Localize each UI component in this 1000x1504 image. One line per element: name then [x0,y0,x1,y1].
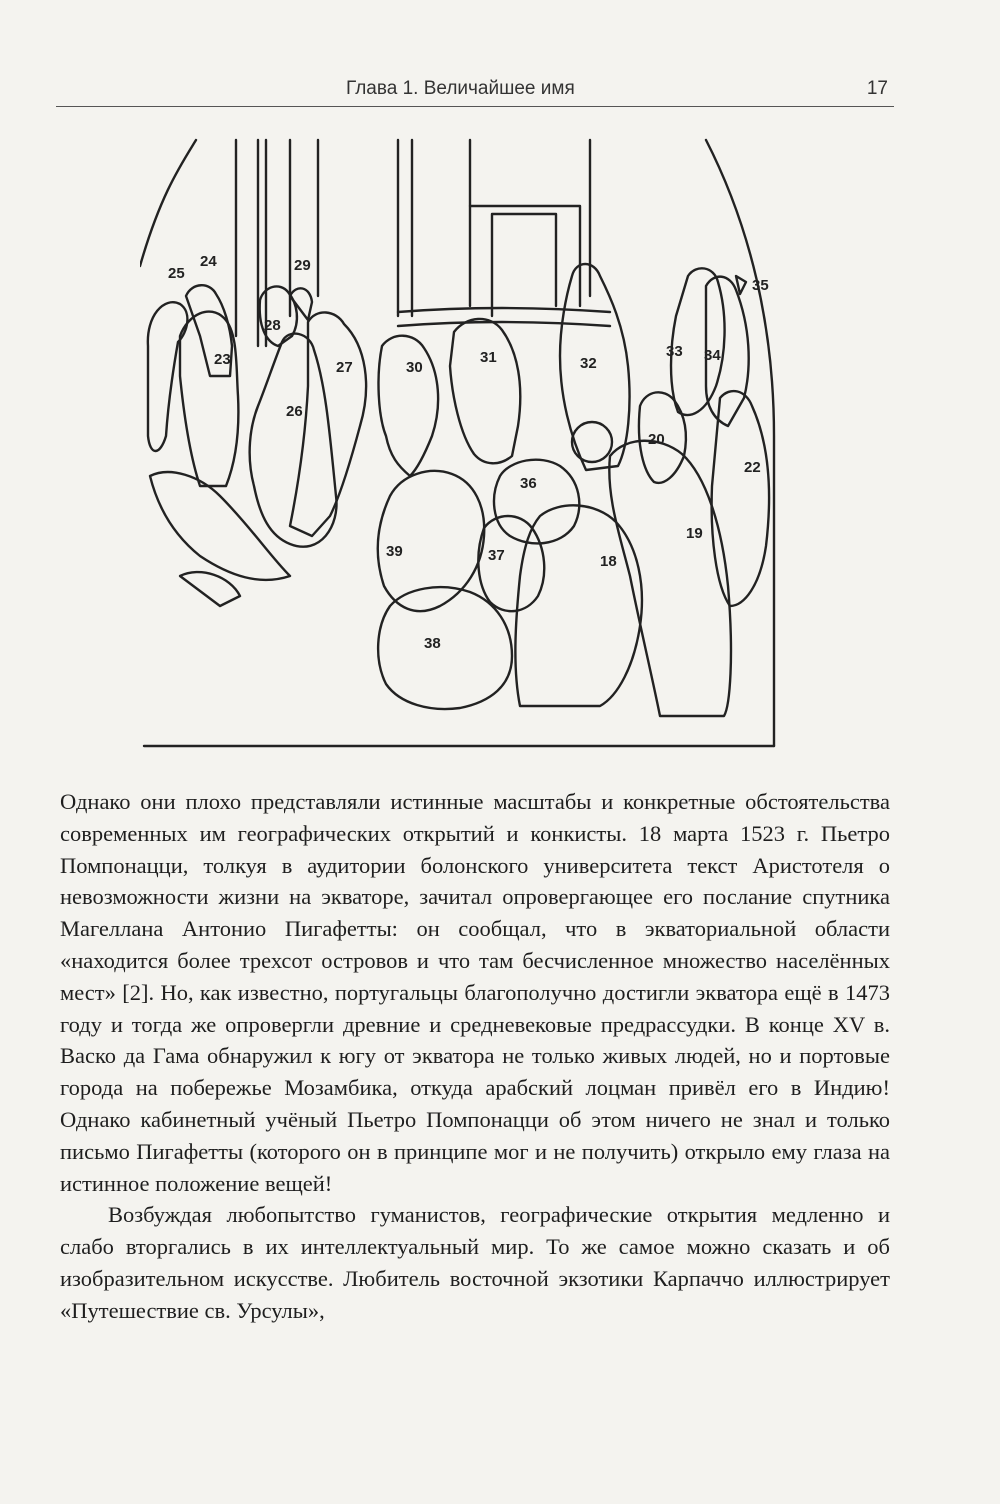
running-header [56,72,894,107]
figure-label: 27 [336,359,353,376]
figure-30 [379,336,439,476]
figure-label: 25 [168,265,185,282]
cornice [398,308,610,312]
figure-label: 30 [406,359,423,376]
door-frame [492,214,556,316]
figure-label: 29 [294,257,311,274]
chapter-title: Глава 1. Величайшее имя [346,78,575,99]
figure-label: 23 [214,351,231,368]
figure-label: 39 [386,543,403,560]
figure-label: 22 [744,459,761,476]
figure-36 [494,460,579,544]
figure-29 [290,288,312,320]
figure-25 [148,302,188,451]
figure-39 [378,471,484,611]
figure-label: 34 [704,347,721,364]
figure-label: 32 [580,355,597,372]
body-text [60,786,890,1327]
figure-label: 20 [648,431,665,448]
figure-label: 26 [286,403,303,420]
figure-label: 24 [200,253,217,270]
figure-label: 36 [520,475,537,492]
figure-outline-drawing [140,136,782,752]
figure-22 [712,391,769,606]
figure-ball [572,422,612,462]
figure-label: 28 [264,317,281,334]
figure-31 [450,319,520,463]
archway [140,140,196,266]
figure-label: 31 [480,349,497,366]
figure-label: 37 [488,547,505,564]
figure-label: 38 [424,635,441,652]
figure-shadow-left [180,572,240,606]
figure-label: 18 [600,553,617,570]
door-frame [470,206,580,306]
figure-label: 33 [666,343,683,360]
cornice [398,322,610,326]
page-number: 17 [866,78,888,99]
figure-23 [180,312,238,486]
figure-svg [140,136,782,752]
figure-label: 19 [686,525,703,542]
figure-38 [378,587,512,709]
figure-18 [515,505,642,706]
paragraph: Возбуждая любопытство гуманистов, географические открытия медленно и слабо вторгались в их интеллектуальный мир. То же самое можно сказать и об изобразительном искусстве. Любитель восточной экзотики Карпаччо иллюстрирует «Путешествие св. Урсулы», [60,1202,890,1323]
paragraph: Однако они плохо представляли истинные масштабы и конкретные обстоятельства современных им географических открытий и конкисты. 18 марта 1523 г. Пьетро Помпонацци, толкуя в аудитории болонского университета текст Аристотеля о невозможности жизни на экваторе, зачитал опровергающее его послание спутника Магеллана Антонио Пигафетты: он сообщал, что в экваториальной области «находится более трехсот островов и что там бесчисленное множество населённых мест» [2]. Но, как известно, португальцы благополучно достигли экватора ещё в 1473 году и тогда же опровергли древние и средневековые предрассудки. В конце XV в. Васко да Гама обнаружил к югу от экватора не только живых людей, но и портовые города на побережье Мозамбика, откуда арабский лоцман привёл его в Индию! Однако кабинетный учёный Пьетро Помпонацци об этом ничего не знал и только письмо Пигафетты (которого он в принципе мог и не получить) открыло ему глаза на истинное положение вещей! [60,789,890,1196]
figure-33 [671,268,725,415]
figure-label: 35 [752,277,769,294]
